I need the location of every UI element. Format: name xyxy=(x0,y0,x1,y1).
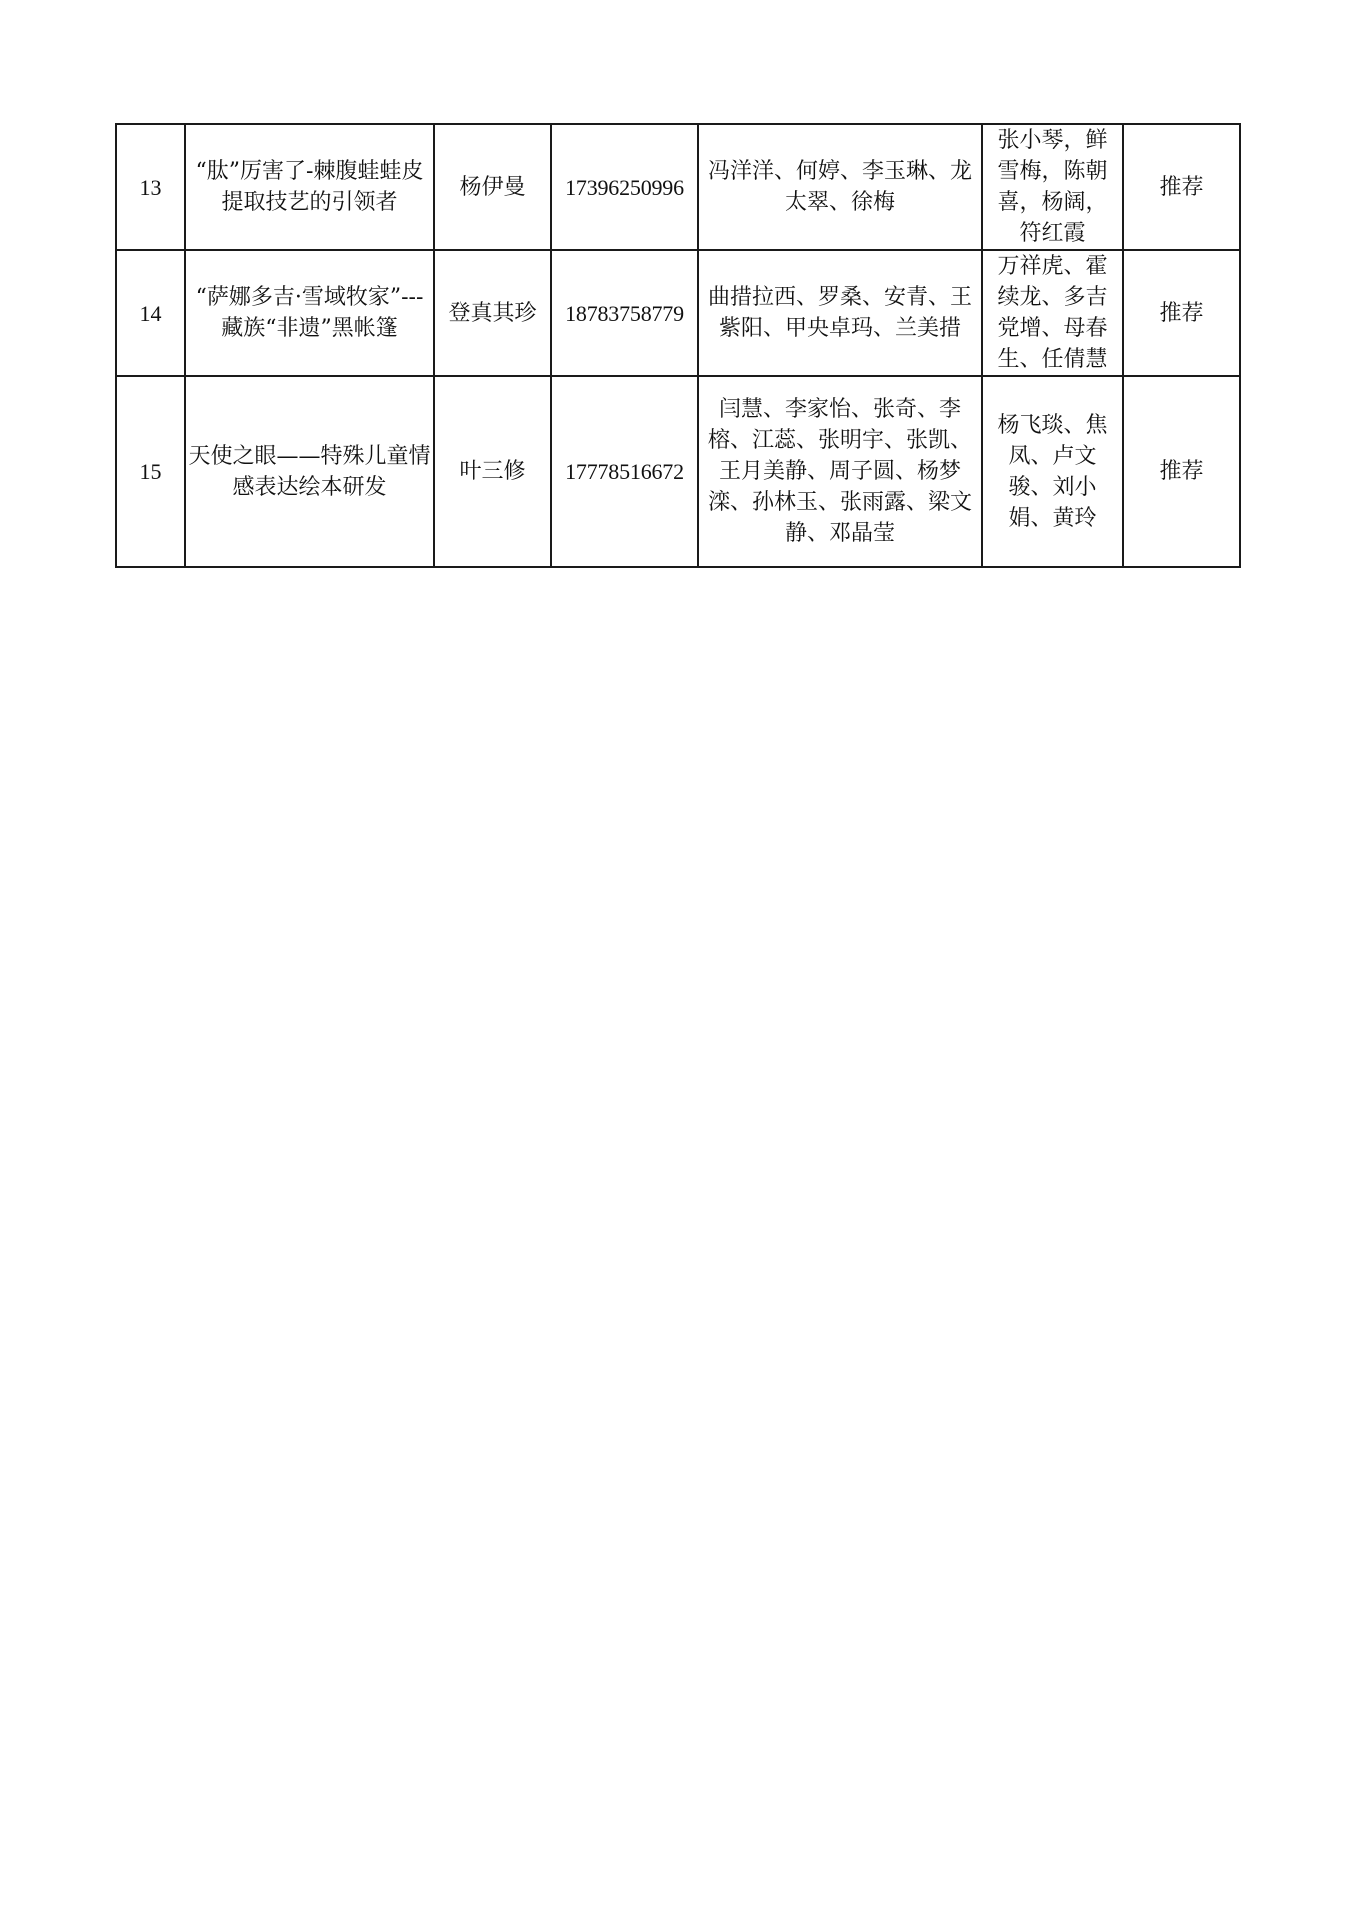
table-row xyxy=(116,124,1240,250)
leader-phone: 17396250996 xyxy=(551,124,698,250)
recommendation-result: 推荐 xyxy=(1123,250,1240,376)
recommendation-result: 推荐 xyxy=(1123,124,1240,250)
team-members: 曲措拉西、罗桑、安青、王紫阳、甲央卓玛、兰美措 xyxy=(698,250,982,376)
recommendation-result: 推荐 xyxy=(1123,376,1240,567)
team-members: 冯洋洋、何婷、李玉琳、龙太翠、徐梅 xyxy=(698,124,982,250)
table-row xyxy=(116,250,1240,376)
project-title: “肽”厉害了-棘腹蛙蛙皮提取技艺的引领者 xyxy=(185,124,434,250)
row-number: 13 xyxy=(116,124,185,250)
project-leader: 杨伊曼 xyxy=(434,124,551,250)
leader-phone: 18783758779 xyxy=(551,250,698,376)
leader-phone: 17778516672 xyxy=(551,376,698,567)
team-members: 闫慧、李家怡、张奇、李榕、江蕊、张明宇、张凯、王月美静、周子圆、杨梦滦、孙林玉、张雨露、梁文静、邓晶莹 xyxy=(698,376,982,567)
project-leader: 登真其珍 xyxy=(434,250,551,376)
project-title: 天使之眼——特殊儿童情感表达绘本研发 xyxy=(185,376,434,567)
advisors: 万祥虎、霍续龙、多吉党增、母春生、任倩慧 xyxy=(982,250,1123,376)
advisors: 杨飞琰、焦凤、卢文骏、刘小娟、黄玲 xyxy=(982,376,1123,567)
project-title: “萨娜多吉·雪域牧家”---藏族“非遗”黑帐篷 xyxy=(185,250,434,376)
row-number: 15 xyxy=(116,376,185,567)
project-table xyxy=(115,123,1241,568)
advisors: 张小琴，鲜雪梅，陈朝喜，杨阔，符红霞 xyxy=(982,124,1123,250)
table-row xyxy=(116,376,1240,567)
row-number: 14 xyxy=(116,250,185,376)
project-leader: 叶三修 xyxy=(434,376,551,567)
